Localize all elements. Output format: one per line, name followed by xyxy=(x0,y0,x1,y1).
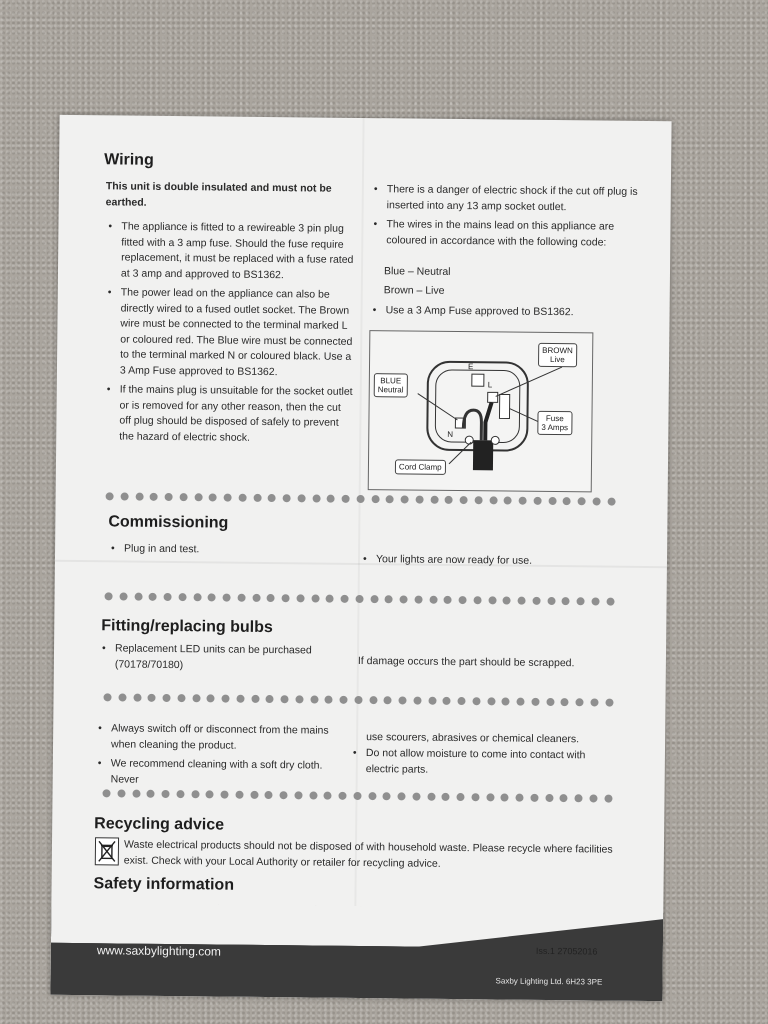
issue-number: Iss.1 27052016 xyxy=(535,945,598,957)
divider-dot xyxy=(471,793,479,801)
divider-dot xyxy=(267,594,275,602)
divider-dot xyxy=(607,498,615,506)
divider-dot xyxy=(548,497,556,505)
divider-dot xyxy=(133,694,141,702)
divider-dot xyxy=(118,693,126,701)
divider-dot xyxy=(191,790,199,798)
divider-dot xyxy=(342,495,350,503)
divider-dot xyxy=(266,695,274,703)
fuse-label xyxy=(537,411,572,435)
divider-dot xyxy=(533,497,541,505)
divider-dot xyxy=(295,695,303,703)
weee-bin-icon xyxy=(95,837,119,865)
list-item: • If the mains plug is unsuitable for the socket outlet or is removed for any other reason, then the cut off plug should be disposed of safely to prevent the hazard of electric shock. xyxy=(106,382,355,447)
divider-dot xyxy=(327,495,335,503)
divider-dot xyxy=(179,493,187,501)
divider-dot xyxy=(428,697,436,705)
divider-dot xyxy=(401,495,409,503)
divider-dot xyxy=(119,592,127,600)
divider-dot xyxy=(103,693,111,701)
divider-dot xyxy=(134,593,142,601)
divider-dot xyxy=(560,794,568,802)
divider-dot xyxy=(369,696,377,704)
cable xyxy=(473,440,493,470)
fuse-label-line1: Fuse xyxy=(545,413,564,424)
divider-dot xyxy=(444,596,452,604)
divider-dot xyxy=(356,495,364,503)
divider-dot xyxy=(547,597,555,605)
divider-dot xyxy=(294,791,302,799)
instruction-sheet xyxy=(50,115,671,1001)
divider-dot xyxy=(338,792,346,800)
dotted-divider xyxy=(102,789,612,804)
live-terminal xyxy=(488,392,498,402)
divider-dot xyxy=(487,697,495,705)
divider-dot xyxy=(577,597,585,605)
divider-dot xyxy=(472,697,480,705)
divider-dot xyxy=(400,595,408,603)
divider-dot xyxy=(578,497,586,505)
divider-dot xyxy=(236,695,244,703)
clamp-screw xyxy=(491,436,499,444)
cord-clamp-label: Cord Clamp xyxy=(395,459,446,475)
divider-dot xyxy=(312,494,320,502)
divider-dot xyxy=(221,695,229,703)
divider-dot xyxy=(237,594,245,602)
divider-dot xyxy=(504,496,512,504)
divider-dot xyxy=(516,698,524,706)
divider-dot xyxy=(368,792,376,800)
divider-dot xyxy=(192,694,200,702)
divider-dot xyxy=(355,595,363,603)
recycling-text: Waste electrical products should not be disposed of with household waste. Please recycle where facilities exist. Check with your Local Authority or retailer for recycling advice. xyxy=(123,838,613,870)
divider-dot xyxy=(238,494,246,502)
divider-dot xyxy=(223,594,231,602)
neutral-mark: N xyxy=(447,429,454,439)
divider-dot xyxy=(194,493,202,501)
divider-dot xyxy=(102,789,110,797)
divider-dot xyxy=(268,494,276,502)
divider-dot xyxy=(206,790,214,798)
brown-label-line1: BROWN xyxy=(542,345,573,356)
divider-dot xyxy=(162,694,170,702)
divider-dot xyxy=(235,791,243,799)
divider-dot xyxy=(164,593,172,601)
divider-dot xyxy=(605,699,613,707)
dotted-divider xyxy=(105,592,615,607)
divider-dot xyxy=(120,492,128,500)
divider-dot xyxy=(459,596,467,604)
divider-dot xyxy=(165,493,173,501)
plug-wiring-diagram xyxy=(368,330,594,492)
code-blue-neutral: Blue – Neutral xyxy=(383,265,451,278)
bulbs-right: If damage occurs the part should be scrapped. xyxy=(357,654,575,670)
divider-dot xyxy=(442,793,450,801)
brown-label-line2: Live xyxy=(550,354,565,365)
clamp-pointer xyxy=(449,442,471,464)
list-item: • Your lights are now ready for use. xyxy=(363,552,623,570)
divider-dot xyxy=(398,696,406,704)
divider-dot xyxy=(117,789,125,797)
divider-dot xyxy=(193,593,201,601)
divider-dot xyxy=(220,791,228,799)
neutral-wire xyxy=(463,410,481,440)
divider-dot xyxy=(397,792,405,800)
dotted-divider xyxy=(103,693,613,708)
divider-dot xyxy=(147,790,155,798)
divider-dot xyxy=(546,698,554,706)
website-url: www.saxbylighting.com xyxy=(96,943,222,959)
divider-dot xyxy=(371,495,379,503)
blue-label-line1: BLUE xyxy=(380,376,402,386)
list-item: • Replacement LED units can be purchased (70178/70180) xyxy=(102,641,322,674)
divider-dot xyxy=(427,793,435,801)
divider-dot xyxy=(253,494,261,502)
divider-dot xyxy=(353,792,361,800)
divider-dot xyxy=(412,793,420,801)
divider-dot xyxy=(208,593,216,601)
divider-dot xyxy=(150,493,158,501)
wiring-left-list xyxy=(106,219,356,451)
divider-dot xyxy=(149,593,157,601)
list-item: • The wires in the mains lead on this appliance are coloured in accordance with the following code: xyxy=(373,217,638,251)
divider-dot xyxy=(519,497,527,505)
clamp-screw xyxy=(465,436,473,444)
divider-dot xyxy=(132,790,140,798)
divider-dot xyxy=(413,697,421,705)
divider-dot xyxy=(177,694,185,702)
list-item: • Do not allow moisture to come into contact with electric parts. xyxy=(353,746,613,780)
divider-dot xyxy=(341,595,349,603)
divider-dot xyxy=(326,595,334,603)
divider-dot xyxy=(105,592,113,600)
divider-dot xyxy=(486,793,494,801)
list-item: • Plug in and test. xyxy=(111,541,341,559)
divider-dot xyxy=(135,493,143,501)
commissioning-left xyxy=(111,541,341,563)
divider-dot xyxy=(384,696,392,704)
list-item: • The appliance is fitted to a rewireable 3 pin plug fitted with a 3 amp fuse. Should the fuse require replacement, it must be replaced with a fuse rated at 3 amp and approved to BS1362. xyxy=(108,219,357,284)
company-address: Saxby Lighting Ltd. 6H23 3PE xyxy=(495,976,603,987)
divider-dot xyxy=(457,697,465,705)
divider-dot xyxy=(473,596,481,604)
list-item: • There is a danger of electric shock if the cut off plug is inserted into any 13 amp socket outlet. xyxy=(374,182,639,216)
divider-dot xyxy=(604,795,612,803)
earth-mark: E xyxy=(467,362,474,372)
cleaning-right xyxy=(353,746,613,784)
divider-dot xyxy=(297,494,305,502)
divider-dot xyxy=(443,697,451,705)
divider-dot xyxy=(532,597,540,605)
fuse-holder xyxy=(499,394,509,418)
divider-dot xyxy=(456,793,464,801)
code-brown-live: Brown – Live xyxy=(383,284,445,297)
wiring-right-list xyxy=(373,182,639,255)
divider-dot xyxy=(325,696,333,704)
divider-dot xyxy=(209,493,217,501)
divider-dot xyxy=(224,494,232,502)
divider-dot xyxy=(178,593,186,601)
divider-dot xyxy=(530,794,538,802)
fuse-label-line2: 3 Amps xyxy=(541,422,569,433)
blue-pointer xyxy=(417,394,457,420)
divider-dot xyxy=(279,791,287,799)
divider-dot xyxy=(310,695,318,703)
divider-dot xyxy=(176,790,184,798)
divider-dot xyxy=(575,698,583,706)
divider-dot xyxy=(429,596,437,604)
blue-neutral-label xyxy=(374,373,408,397)
divider-dot xyxy=(445,496,453,504)
wiring-intro: This unit is double insulated and must not be earthed. xyxy=(105,180,332,209)
crossed-bin-icon xyxy=(96,838,118,864)
divider-dot xyxy=(545,794,553,802)
divider-dot xyxy=(592,497,600,505)
divider-dot xyxy=(280,695,288,703)
recycling-heading: Recycling advice xyxy=(94,815,225,834)
list-item: • The power lead on the appliance can also be directly wired to a fused outlet socket. The Brown wire must be connected to the terminal marked L or coloured red. The Blue wire must be connected to the terminal marked N or coloured black. Use a 3 Amp Fuse approved to BS1362. xyxy=(107,285,356,381)
safety-heading: Safety information xyxy=(93,875,235,894)
divider-dot xyxy=(561,698,569,706)
divider-dot xyxy=(515,794,523,802)
divider-dot xyxy=(324,792,332,800)
commissioning-heading: Commissioning xyxy=(108,513,229,532)
divider-dot xyxy=(501,793,509,801)
divider-dot xyxy=(590,698,598,706)
divider-dot xyxy=(488,596,496,604)
dotted-divider xyxy=(106,492,616,507)
divider-dot xyxy=(503,596,511,604)
divider-dot xyxy=(251,695,259,703)
divider-dot xyxy=(283,494,291,502)
divider-dot xyxy=(383,792,391,800)
divider-dot xyxy=(106,492,114,500)
divider-dot xyxy=(309,791,317,799)
divider-dot xyxy=(430,496,438,504)
divider-dot xyxy=(339,696,347,704)
divider-dot xyxy=(606,598,614,606)
divider-dot xyxy=(562,597,570,605)
divider-dot xyxy=(311,594,319,602)
divider-dot xyxy=(589,794,597,802)
blue-label-line2: Neutral xyxy=(377,385,404,395)
divider-dot xyxy=(591,597,599,605)
divider-dot xyxy=(386,495,394,503)
brown-live-label xyxy=(538,343,577,367)
divider-dot xyxy=(370,595,378,603)
divider-dot xyxy=(415,496,423,504)
divider-dot xyxy=(489,496,497,504)
divider-dot xyxy=(563,497,571,505)
wiring-heading: Wiring xyxy=(104,151,154,169)
wiring-fuse-list xyxy=(372,303,637,325)
divider-dot xyxy=(502,697,510,705)
live-wire xyxy=(485,402,491,440)
bulbs-heading: Fitting/replacing bulbs xyxy=(101,617,273,637)
divider-dot xyxy=(252,594,260,602)
bulbs-left xyxy=(102,641,322,678)
divider-dot xyxy=(531,698,539,706)
live-mark: L xyxy=(487,380,493,390)
divider-dot xyxy=(282,594,290,602)
cleaning-left xyxy=(98,721,349,794)
commissioning-right xyxy=(363,552,623,574)
divider-dot xyxy=(161,790,169,798)
cleaning-right-continued: use scourers, abrasives or chemical cleaners. xyxy=(366,731,580,746)
divider-dot xyxy=(207,694,215,702)
divider-dot xyxy=(474,496,482,504)
list-item: • Use a 3 Amp Fuse approved to BS1362. xyxy=(373,303,638,321)
divider-dot xyxy=(148,694,156,702)
divider-dot xyxy=(265,791,273,799)
divider-dot xyxy=(414,596,422,604)
divider-dot xyxy=(354,696,362,704)
divider-dot xyxy=(385,595,393,603)
divider-dot xyxy=(250,791,258,799)
earth-terminal xyxy=(472,374,484,386)
list-item: • Always switch off or disconnect from the mains when cleaning the product. xyxy=(98,721,348,755)
divider-dot xyxy=(574,794,582,802)
list-item: • We recommend cleaning with a soft dry cloth. Never xyxy=(98,756,348,790)
divider-dot xyxy=(518,597,526,605)
divider-dot xyxy=(296,594,304,602)
divider-dot xyxy=(460,496,468,504)
